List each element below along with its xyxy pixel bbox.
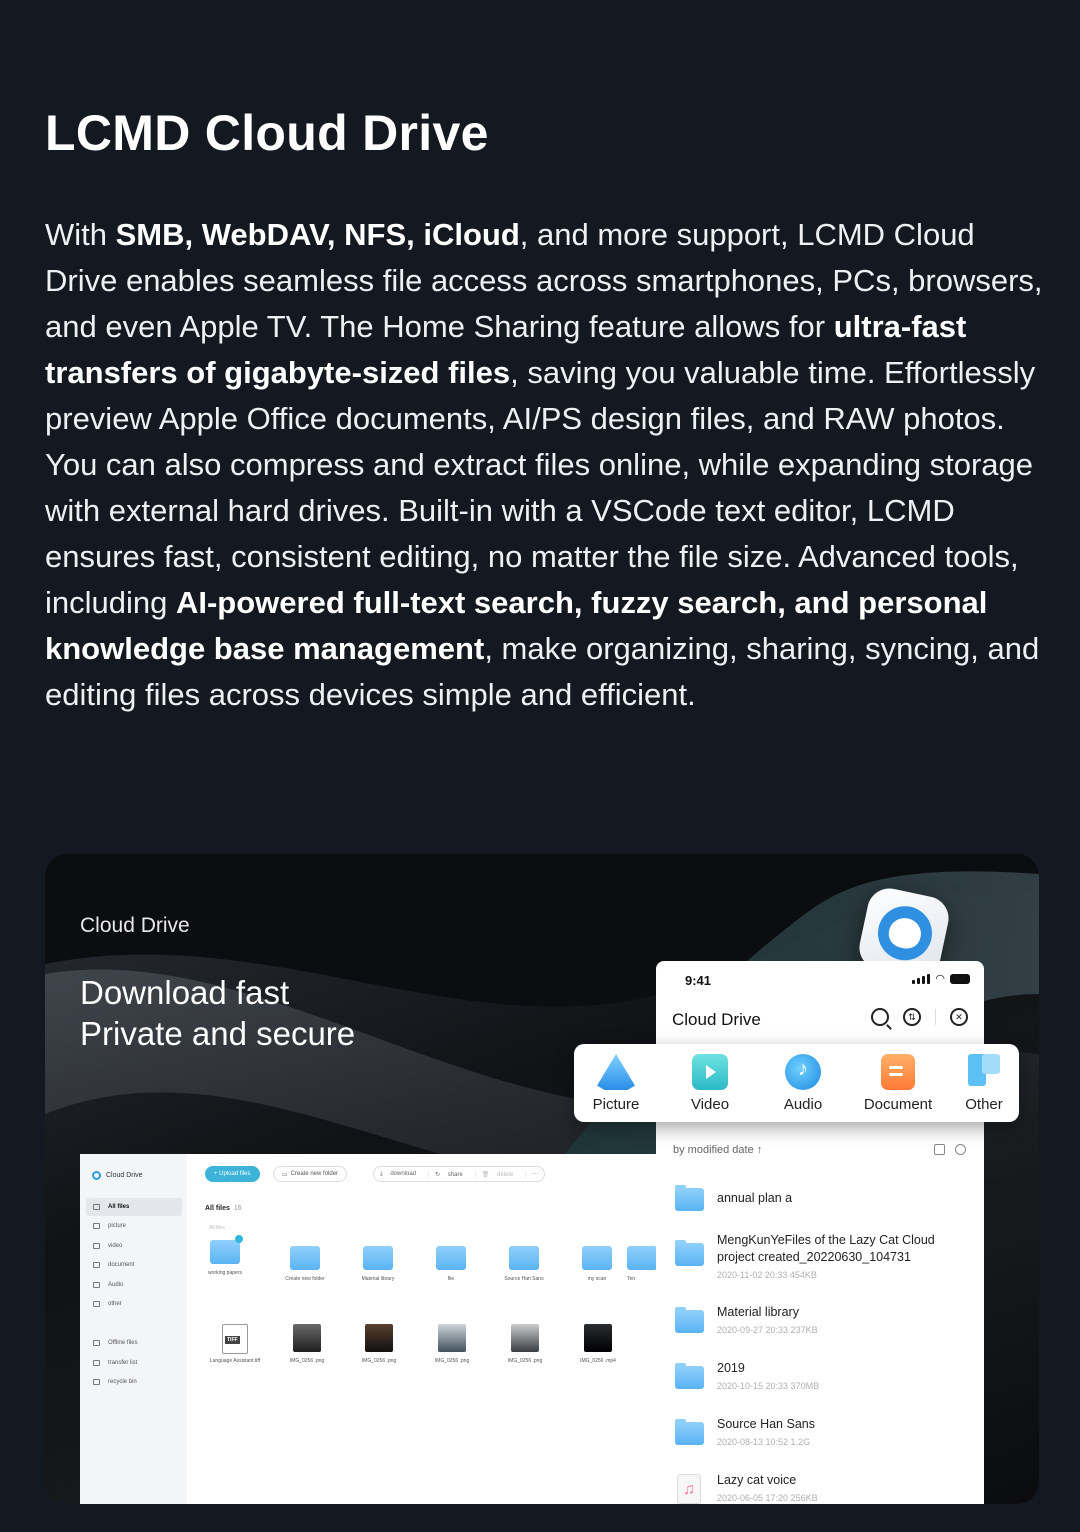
hero-banner	[45, 854, 1039, 1504]
item-name: MengKunYeFiles of the Lazy Cat Cloud project created_20220630_104731	[717, 1233, 935, 1264]
category-label: Other	[965, 1096, 1003, 1113]
sidebar-item-offline-files[interactable]	[86, 1334, 182, 1352]
close-icon[interactable]: ✕	[950, 1008, 968, 1026]
folder-icon	[93, 1204, 100, 1210]
sidebar-item-document[interactable]	[86, 1256, 182, 1274]
document-icon	[881, 1054, 915, 1090]
offline-icon	[93, 1340, 100, 1346]
sidebar-item-label: Audio	[108, 1282, 124, 1288]
file-count: 16	[233, 1205, 242, 1212]
cloud-drive-logo-icon	[92, 1171, 101, 1180]
folder-item[interactable]	[567, 1246, 627, 1282]
file-name: IMG_0256 .mp4	[580, 1358, 616, 1364]
sidebar-item-label: video	[108, 1243, 123, 1249]
music-note-icon	[785, 1054, 821, 1090]
item-meta: 2020-11-02 20:33 454KB	[717, 1270, 817, 1280]
sidebar-item-label: recycle bin	[108, 1379, 137, 1385]
file-item[interactable]	[568, 1324, 628, 1364]
file-name: IMG_0256 .png	[507, 1358, 543, 1364]
sidebar-item-label: transfer list	[108, 1360, 138, 1366]
item-meta: 2020-06-05 17:20 256KB	[717, 1493, 818, 1503]
breadcrumb-label: All files	[205, 1205, 230, 1212]
desktop-brand	[92, 1171, 143, 1180]
folder-icon	[675, 1422, 704, 1445]
folder-name: Material library	[361, 1276, 395, 1282]
sidebar-item-audio[interactable]	[86, 1276, 182, 1294]
upload-files-button[interactable]: + Upload files	[205, 1166, 260, 1182]
file-item[interactable]	[349, 1324, 409, 1364]
file-name: IMG_0256 .png	[361, 1358, 397, 1364]
mobile-app-screen	[656, 961, 984, 1504]
wifi-icon: ◠	[935, 973, 945, 985]
create-folder-button[interactable]	[273, 1166, 347, 1182]
folder-name: Create new folder	[285, 1276, 325, 1282]
other-icon	[968, 1054, 1000, 1090]
category-bar	[574, 1044, 1019, 1122]
select-icon[interactable]	[955, 1144, 966, 1155]
category-audio[interactable]	[775, 1054, 831, 1113]
item-meta: 2020-10-15 20:33 370MB	[717, 1381, 820, 1391]
folder-icon	[582, 1246, 612, 1270]
grid-view-icon[interactable]	[934, 1144, 945, 1155]
mobile-header-actions	[871, 1008, 968, 1026]
category-picture[interactable]	[588, 1054, 644, 1113]
desktop-brand-label: Cloud Drive	[106, 1172, 143, 1179]
sidebar-item-video[interactable]	[86, 1237, 182, 1255]
sub-breadcrumb: All files	[209, 1225, 225, 1231]
file-item[interactable]	[205, 1324, 265, 1364]
folder-item[interactable]	[275, 1246, 335, 1282]
divider	[935, 1009, 936, 1025]
other-icon	[93, 1301, 100, 1307]
folder-icon	[210, 1240, 240, 1264]
sidebar-item-all-files[interactable]	[86, 1198, 182, 1216]
delete-button[interactable]: 🗑 delete	[476, 1171, 527, 1178]
folder-name: working papers	[208, 1270, 242, 1276]
folder-item[interactable]	[627, 1246, 657, 1282]
file-item[interactable]	[495, 1324, 555, 1364]
signal-icon	[912, 974, 930, 984]
folder-name: my scan	[587, 1276, 607, 1282]
desktop-main-area	[187, 1154, 660, 1504]
sidebar-item-label: picture	[108, 1223, 127, 1229]
music-file-icon: ♫	[677, 1474, 701, 1504]
category-label: Video	[690, 1096, 730, 1113]
transfer-icon[interactable]: ⇅	[903, 1008, 921, 1026]
folder-icon	[675, 1310, 704, 1333]
hero-tagline	[80, 972, 355, 1054]
category-video[interactable]	[682, 1054, 738, 1113]
transfer-icon	[93, 1360, 100, 1366]
folder-icon	[627, 1246, 657, 1270]
sidebar-item-other[interactable]	[86, 1295, 182, 1313]
download-button[interactable]: ⤓ download	[374, 1171, 429, 1178]
share-label: share	[447, 1171, 463, 1178]
file-name: IMG_0256 .png	[289, 1358, 325, 1364]
share-button[interactable]: ↻ share	[429, 1171, 476, 1178]
folder-icon	[675, 1366, 704, 1389]
status-bar-icons	[912, 974, 970, 984]
music-note-icon	[93, 1282, 100, 1288]
category-label: Document	[863, 1096, 933, 1113]
image-thumbnail	[365, 1324, 393, 1352]
create-folder-label: Create new folder	[290, 1171, 339, 1177]
tagline-line-2: Private and secure	[80, 1015, 356, 1052]
folder-add-icon: ▭	[282, 1171, 288, 1178]
video-icon	[93, 1243, 100, 1249]
battery-icon	[950, 974, 970, 984]
hero-label: Cloud Drive	[80, 914, 190, 937]
view-tools	[934, 1144, 966, 1155]
folder-item[interactable]	[494, 1246, 554, 1282]
item-name: Source Han Sans	[717, 1417, 815, 1431]
file-item[interactable]	[422, 1324, 482, 1364]
trash-icon	[93, 1379, 100, 1385]
mobile-title: Cloud Drive	[672, 1010, 761, 1029]
item-meta: 2020-08-13 10:52 1.2G	[717, 1437, 811, 1447]
image-thumbnail	[511, 1324, 539, 1352]
sidebar-item-recycle-bin[interactable]	[86, 1373, 182, 1391]
breadcrumb	[205, 1205, 242, 1212]
picture-icon	[597, 1054, 635, 1090]
intro-paragraph	[45, 212, 1045, 718]
folder-icon	[290, 1246, 320, 1270]
desktop-sidebar	[80, 1154, 187, 1504]
folder-item[interactable]	[348, 1246, 408, 1282]
file-name: Language Assistant.tiff	[209, 1358, 261, 1364]
sort-selector[interactable]: by modified date ↑	[673, 1144, 763, 1156]
folder-icon	[675, 1243, 704, 1266]
sidebar-item-label: All files	[108, 1204, 130, 1210]
page-title: LCMD Cloud Drive	[45, 105, 489, 161]
folder-name: Source Han Sans	[504, 1276, 544, 1282]
folder-item[interactable]	[195, 1240, 255, 1276]
video-thumbnail	[584, 1324, 612, 1352]
more-button[interactable]: ···	[532, 1171, 539, 1177]
document-icon	[93, 1262, 100, 1268]
sidebar-item-picture[interactable]	[86, 1217, 182, 1235]
intro-text-3: , saving you valuable time. Effortlessly preview Apple Office documents, AI/PS design files, and RAW photos. You can also compress and extract files online, while expanding storage with external hard drives. Built-in with a VSCode text editor, LCMD ensures fast, consistent editing, no matter the file size. Advanced tools, including	[45, 355, 1036, 620]
category-label: Picture	[592, 1096, 640, 1113]
folder-icon	[436, 1246, 466, 1270]
item-name: Material library	[717, 1305, 799, 1319]
tagline-line-1: Download fast	[80, 974, 290, 1011]
sidebar-item-transfer-list[interactable]	[86, 1354, 182, 1372]
file-item[interactable]	[277, 1324, 337, 1364]
sidebar-item-label: document	[108, 1262, 135, 1268]
intro-text-2: , and more support, LCMD Cloud Drive enables seamless file access across smartphones, PCs, browsers, and even Apple TV. The Home Sharing feature allows for	[45, 217, 1043, 344]
status-time: 9:41	[685, 973, 712, 988]
image-thumbnail	[438, 1324, 466, 1352]
folder-icon	[363, 1246, 393, 1270]
intro-bold-transfer: ultra-fast transfers of gigabyte-sized files	[45, 309, 967, 390]
category-other[interactable]	[958, 1054, 1010, 1113]
sidebar-item-label: other	[108, 1301, 122, 1307]
folder-icon	[675, 1188, 704, 1211]
intro-bold-protocols: SMB, WebDAV, NFS, iCloud	[115, 217, 520, 252]
tiff-file-icon: TIFF	[222, 1324, 248, 1354]
intro-text-4: , make organizing, sharing, syncing, and editing files across devices simple and efficient.	[45, 631, 1040, 712]
folder-icon	[509, 1246, 539, 1270]
folder-name: file	[447, 1276, 455, 1282]
item-meta: 2020-09-27 20:33 237KB	[717, 1325, 818, 1335]
desktop-app-window	[80, 1154, 660, 1504]
folder-item[interactable]	[421, 1246, 481, 1282]
search-icon[interactable]	[871, 1008, 889, 1026]
intro-text-1: With	[45, 217, 116, 252]
category-label: Audio	[783, 1096, 823, 1113]
sidebar-item-label: Offline files	[108, 1340, 138, 1346]
file-actions-group	[373, 1166, 545, 1182]
item-name: 2019	[717, 1361, 745, 1375]
item-name: annual plan a	[717, 1191, 793, 1205]
image-thumbnail	[293, 1324, 321, 1352]
picture-icon	[93, 1223, 100, 1229]
video-icon	[692, 1054, 728, 1090]
file-name: IMG_0256 .png	[434, 1358, 470, 1364]
download-label: download	[390, 1170, 417, 1177]
intro-bold-search: AI-powered full-text search, fuzzy search, and personal knowledge base management	[45, 585, 988, 666]
folder-name: Ten	[627, 1276, 636, 1282]
check-icon	[235, 1235, 243, 1243]
category-document[interactable]	[858, 1054, 938, 1113]
item-name: Lazy cat voice	[717, 1473, 797, 1487]
delete-label: delete	[497, 1171, 514, 1178]
